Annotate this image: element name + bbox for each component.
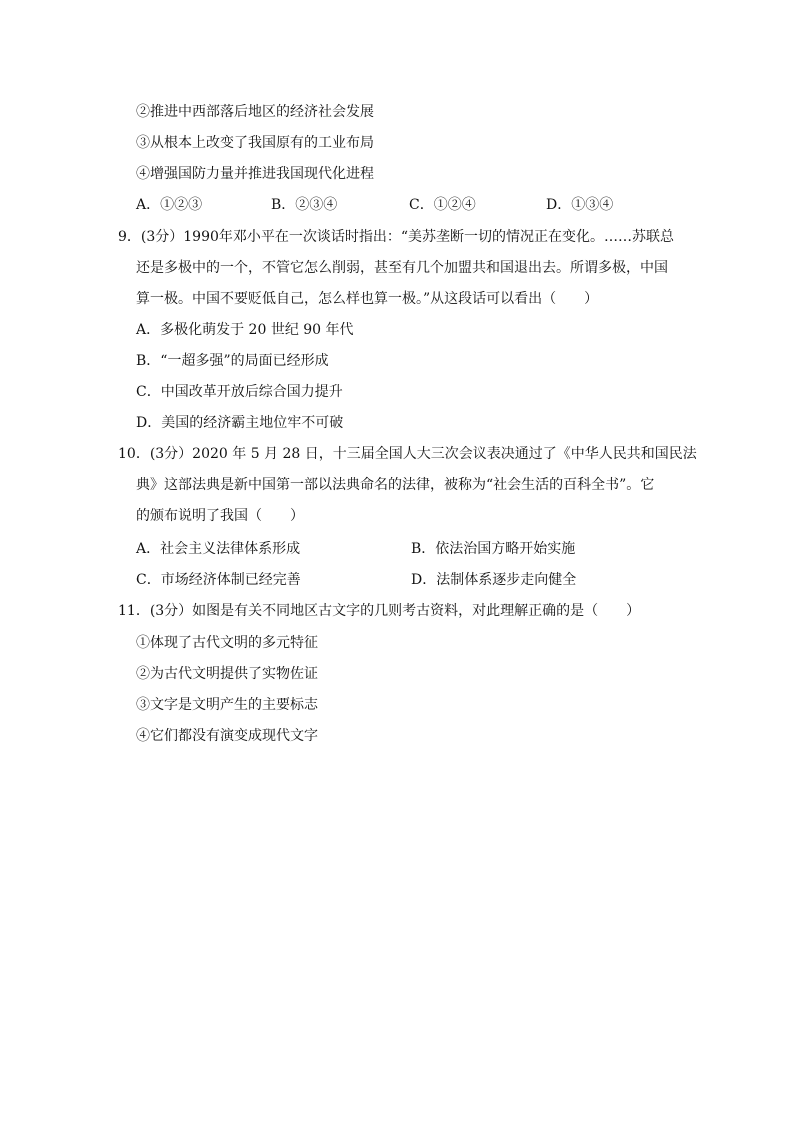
q9-stem-line-1: 9．(3分）1990年邓小平在一次谈话时指出：“美苏垄断一切的情况正在变化。……苏联总 (118, 229, 675, 245)
q11-stem-line-1: 11．(3分）如图是有关不同地区古文字的几则考古资料，对此理解正确的是（ ） (118, 603, 641, 619)
q8-option-a[interactable]: A．①②③ (136, 197, 203, 213)
q11-item-2: ②为古代文明提供了实物佐证 (136, 666, 318, 682)
q10-option-a[interactable]: A．社会主义法律体系形成 (136, 541, 301, 557)
q8-option-d[interactable]: D．①③④ (546, 197, 614, 213)
q11-item-1: ①体现了古代文明的多元特征 (136, 635, 318, 651)
q8-option-b[interactable]: B．②③④ (271, 197, 338, 213)
q9-option-c[interactable]: C．中国改革开放后综合国力提升 (136, 384, 343, 400)
q9-option-d[interactable]: D．美国的经济霸主地位牢不可破 (136, 415, 344, 431)
q10-option-b[interactable]: B．依法治国方略开始实施 (411, 541, 576, 557)
q9-stem-line-3: 算一极。中国不要贬低自己，怎么样也算一极。”从这段话可以看出（ ） (136, 291, 599, 307)
q10-options-row-2 (136, 570, 676, 590)
q10-stem-line-3: 的颁布说明了我国（ ） (136, 508, 304, 524)
q10-option-c[interactable]: C．市场经济体制已经完善 (136, 572, 301, 588)
q9-option-b[interactable]: B．“一超多强”的局面已经形成 (136, 353, 329, 369)
q11-item-4: ④它们都没有演变成现代文字 (136, 728, 318, 744)
q8-item-3: ③从根本上改变了我国原有的工业布局 (136, 135, 374, 151)
q11-item-3: ③文字是文明产生的主要标志 (136, 697, 318, 713)
q8-options (136, 195, 676, 215)
q9-stem-line-2: 还是多极中的一个，不管它怎么削弱，甚至有几个加盟共和国退出去。所谓多极，中国 (136, 260, 668, 276)
q8-item-4: ④增强国防力量并推进我国现代化进程 (136, 166, 374, 182)
q10-option-d[interactable]: D．法制体系逐步走向健全 (411, 572, 577, 588)
q10-stem-line-1: 10．(3分）2020 年 5 月 28 日，十三届全国人大三次会议表决通过了《中华人民共和国民法 (118, 446, 697, 462)
q10-stem-line-2: 典》这部法典是新中国第一部以法典命名的法律，被称为“社会生活的百科全书”。它 (136, 477, 655, 493)
q8-item-2: ②推进中西部落后地区的经济社会发展 (136, 104, 374, 120)
q8-option-c[interactable]: C．①②④ (409, 197, 476, 213)
q9-option-a[interactable]: A．多极化萌发于 20 世纪 90 年代 (136, 322, 354, 338)
q10-options-row-1 (136, 539, 676, 559)
